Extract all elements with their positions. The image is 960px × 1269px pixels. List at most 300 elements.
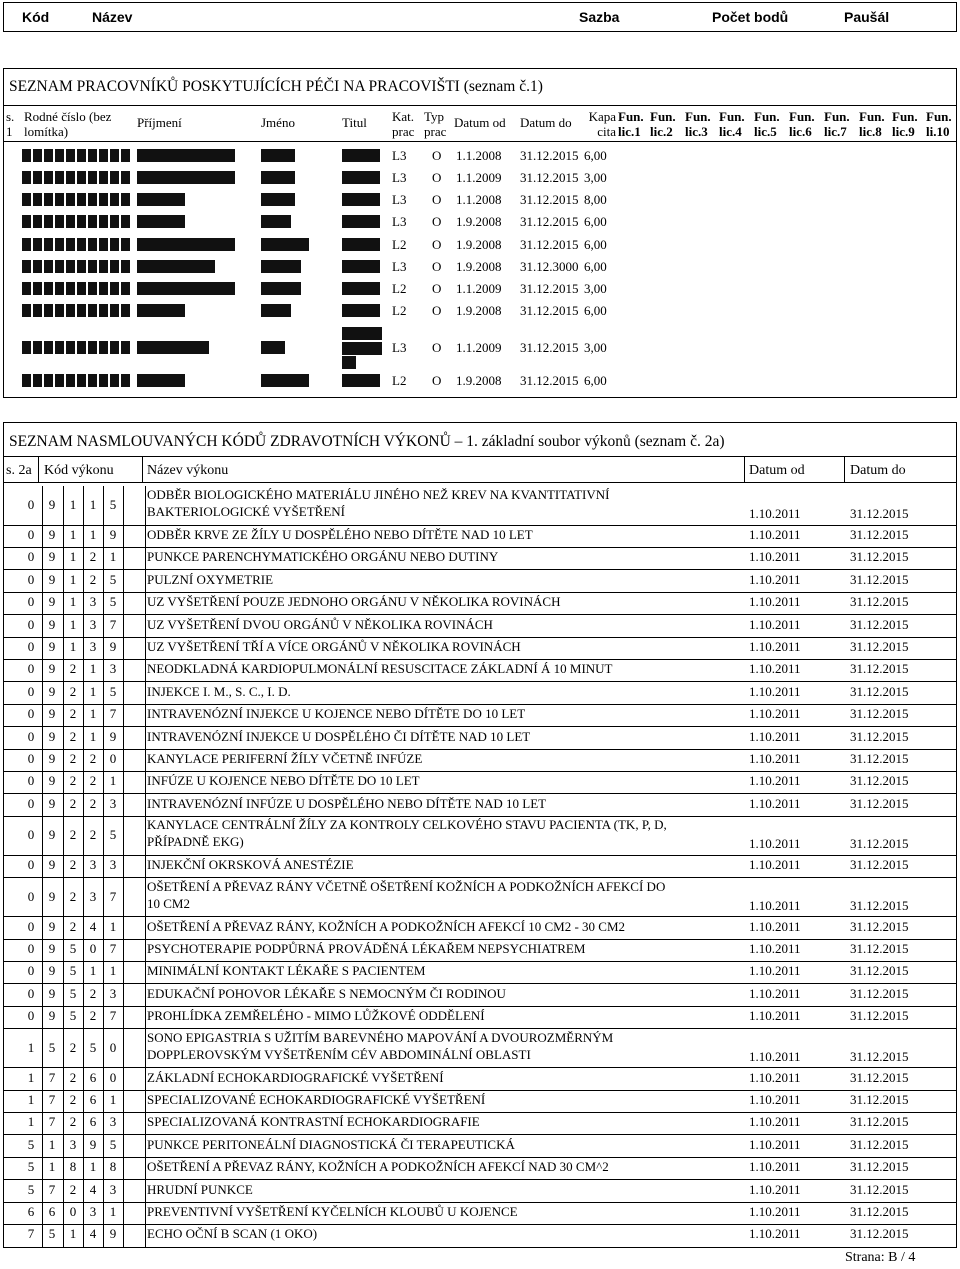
service-date-from: 1.10.2011 <box>749 683 801 699</box>
code-digit: 5 <box>69 941 77 956</box>
service-date-from: 1.10.2011 <box>749 527 801 542</box>
col-pocet-bodu: Počet bodů <box>712 9 789 25</box>
code-digit: 9 <box>48 1008 56 1024</box>
redacted-title <box>342 149 380 162</box>
staff-do: 31.12.3000 <box>520 259 579 274</box>
redacted-digit <box>77 374 86 387</box>
service-date-from: 1.10.2011 <box>749 616 801 632</box>
service-row <box>4 1224 956 1246</box>
staff-od: 1.1.2009 <box>456 170 502 185</box>
service-date-to: 31.12.2015 <box>850 836 909 852</box>
staff-od: 1.9.2008 <box>456 259 502 274</box>
code-digit: 1 <box>89 963 97 979</box>
code-digit: 7 <box>109 941 117 956</box>
service-row <box>4 1029 956 1068</box>
redacted-title <box>342 356 356 369</box>
code-digit: 0 <box>27 728 35 744</box>
service-date-to: 31.12.2015 <box>850 751 909 766</box>
redacted-digit <box>77 149 86 162</box>
code-digit: 9 <box>48 497 56 512</box>
service-date-from: 1.10.2011 <box>749 1092 801 1107</box>
staff-kap: 3,00 <box>584 340 607 355</box>
service-row <box>4 682 956 704</box>
staff-do: 31.12.2015 <box>520 340 579 355</box>
service-name: INFÚZE U KOJENCE NEBO DÍTĚTE DO 10 LET <box>147 773 420 789</box>
staff-kat: L3 <box>392 340 407 355</box>
service-name: PSYCHOTERAPIE PODPŮRNÁ PROVÁDĚNÁ LÉKAŘEM NEPSYCHIATREM <box>147 941 586 956</box>
code-digit: 1 <box>69 616 77 632</box>
hdr-fun-lic-10: Fun. li.10 <box>926 109 952 139</box>
redacted-digit <box>88 282 97 295</box>
code-digit: 0 <box>27 918 35 934</box>
staff-kap: 6,00 <box>584 214 607 229</box>
staff-list-title: SEZNAM PRACOVNÍKŮ POSKYTUJÍCÍCH PÉČI NA PRACOVIŠTI (seznam č.1) <box>9 78 543 95</box>
code-digit: 0 <box>27 661 35 677</box>
staff-row <box>4 371 956 393</box>
redacted-surname <box>137 260 215 273</box>
code-digit: 6 <box>89 1069 97 1085</box>
code-digit: 2 <box>69 1181 77 1197</box>
service-name: ECHO OČNÍ B SCAN (1 OKO) <box>147 1226 318 1242</box>
service-name: ZÁKLADNÍ ECHOKARDIOGRAFICKÉ VYŠETŘENÍ <box>147 1069 444 1085</box>
hdr-fun-lic-7: Fun. lic.7 <box>824 109 850 139</box>
code-digit: 2 <box>89 827 97 843</box>
code-digit: 0 <box>27 549 35 565</box>
service-date-from: 1.10.2011 <box>749 836 801 852</box>
redacted-surname <box>137 304 185 317</box>
service-name: SONO EPIGASTRIA S UŽITÍM BAREVNÉHO MAPOVÁNÍ A DVOUROZMĚRNÝM <box>147 1029 614 1045</box>
redacted-digit <box>22 374 31 387</box>
service-row <box>4 704 956 726</box>
staff-do: 31.12.2015 <box>520 170 579 185</box>
code-digit: 9 <box>48 728 56 744</box>
redacted-digit <box>99 193 108 206</box>
service-name: PŘÍPADNĚ EKG) <box>147 834 244 850</box>
hdr-datum-od: Datum od <box>454 115 506 130</box>
code-digit: 0 <box>27 683 35 699</box>
redacted-title <box>342 342 382 355</box>
code-digit: 7 <box>48 1114 56 1130</box>
redacted-digit <box>88 215 97 228</box>
service-row <box>4 1112 956 1134</box>
redacted-digit <box>121 304 130 317</box>
redacted-digit <box>110 215 119 228</box>
service-row <box>4 961 956 983</box>
code-digit: 7 <box>48 1092 56 1107</box>
hdr-prijmeni: Příjmení <box>137 115 182 130</box>
code-digit: 5 <box>27 1181 35 1197</box>
redacted-digit <box>44 374 53 387</box>
code-digit: 7 <box>27 1226 35 1242</box>
service-date-to: 31.12.2015 <box>850 897 909 913</box>
staff-typ: O <box>432 170 442 185</box>
service-date-from: 1.10.2011 <box>749 795 801 811</box>
service-date-to: 31.12.2015 <box>850 985 909 1001</box>
redacted-surname <box>137 149 235 162</box>
redacted-digit <box>121 149 130 162</box>
redacted-title <box>342 193 380 206</box>
service-date-to: 31.12.2015 <box>850 1226 909 1242</box>
staff-do: 31.12.2015 <box>520 237 579 252</box>
service-date-from: 1.10.2011 <box>749 639 801 654</box>
code-digit: 0 <box>27 751 35 766</box>
service-date-to: 31.12.2015 <box>850 594 909 610</box>
service-date-to: 31.12.2015 <box>850 795 909 811</box>
redacted-digit <box>66 215 75 228</box>
code-digit: 9 <box>48 527 56 542</box>
service-date-to: 31.12.2015 <box>850 1048 909 1064</box>
redacted-first-name <box>261 171 295 184</box>
services-list-title: SEZNAM NASMLOUVANÝCH KÓDŮ ZDRAVOTNÍCH VÝKONŮ – 1. základní soubor výkonů (seznam č. 2a) <box>9 433 725 450</box>
service-date-from: 1.10.2011 <box>749 1048 801 1064</box>
service-date-from: 1.10.2011 <box>749 1204 801 1219</box>
code-digit: 2 <box>69 1114 77 1130</box>
code-digit: 3 <box>69 1136 77 1152</box>
redacted-digit <box>88 149 97 162</box>
redacted-digit <box>110 304 119 317</box>
code-digit: 9 <box>109 639 117 654</box>
redacted-digit <box>22 215 31 228</box>
redacted-digit <box>55 215 64 228</box>
service-date-to: 31.12.2015 <box>850 1159 909 1175</box>
redacted-digit <box>33 304 42 317</box>
redacted-digit <box>33 215 42 228</box>
code-digit: 3 <box>89 639 97 654</box>
staff-kap: 6,00 <box>584 259 607 274</box>
redacted-digit <box>88 238 97 251</box>
staff-row <box>4 327 956 367</box>
code-digit: 9 <box>48 888 56 904</box>
staff-kap: 6,00 <box>584 303 607 318</box>
staff-kat: L2 <box>392 373 407 388</box>
code-digit: 0 <box>109 751 117 766</box>
redacted-digit <box>55 238 64 251</box>
code-digit: 5 <box>89 1039 97 1055</box>
redacted-digit <box>44 238 53 251</box>
service-row <box>4 939 956 961</box>
redacted-first-name <box>261 374 309 387</box>
staff-row <box>4 190 956 212</box>
code-digit: 0 <box>27 795 35 811</box>
redacted-digit <box>77 341 86 354</box>
code-digit: 4 <box>89 1226 97 1242</box>
code-digit: 0 <box>27 888 35 904</box>
staff-kat: L3 <box>392 259 407 274</box>
code-digit: 9 <box>48 827 56 843</box>
code-digit: 7 <box>48 1069 56 1085</box>
service-name: BAKTERIOLOGICKÉ VYŠETŘENÍ <box>147 504 345 519</box>
service-date-to: 31.12.2015 <box>850 683 909 699</box>
service-row <box>4 794 956 816</box>
redacted-title <box>342 215 380 228</box>
staff-row <box>4 212 956 234</box>
code-digit: 2 <box>69 857 77 873</box>
code-digit: 7 <box>48 1181 56 1197</box>
code-digit: 5 <box>48 1226 56 1242</box>
redacted-digit <box>33 260 42 273</box>
staff-kat: L2 <box>392 237 407 252</box>
redacted-digit <box>77 282 86 295</box>
code-digit: 2 <box>89 795 97 811</box>
redacted-first-name <box>261 238 309 251</box>
code-digit: 1 <box>69 497 77 512</box>
code-digit: 3 <box>89 857 97 873</box>
code-digit: 6 <box>48 1204 56 1219</box>
hdr-s1: s. 1 <box>6 109 15 139</box>
service-date-to: 31.12.2015 <box>850 616 909 632</box>
redacted-digit <box>33 238 42 251</box>
col-kod: Kód <box>22 9 50 25</box>
code-digit: 2 <box>69 751 77 766</box>
service-name: 10 CM2 <box>147 895 190 911</box>
hdr-fun-lic-6: Fun. lic.6 <box>789 109 815 139</box>
code-digit: 6 <box>27 1204 35 1219</box>
code-digit: 2 <box>69 827 77 843</box>
code-digit: 9 <box>48 941 56 956</box>
redacted-title <box>342 260 380 273</box>
service-date-to: 31.12.2015 <box>850 706 909 722</box>
service-row <box>4 570 956 592</box>
service-name: ODBĚR BIOLOGICKÉHO MATERIÁLU JINÉHO NEŽ KREV NA KVANTITATIVNÍ <box>147 487 610 502</box>
hdr-fun-lic-1: Fun. lic.1 <box>618 109 644 139</box>
code-digit: 7 <box>109 1008 117 1024</box>
code-digit: 9 <box>48 706 56 722</box>
service-name: DOPPLEROVSKÝM VYŠETŘENÍM CÉV ABDOMINÁLNÍ OBLASTI <box>147 1046 531 1062</box>
service-row <box>4 727 956 749</box>
code-digit: 9 <box>48 571 56 587</box>
service-date-to: 31.12.2015 <box>850 941 909 956</box>
staff-do: 31.12.2015 <box>520 281 579 296</box>
service-row <box>4 984 956 1006</box>
code-digit: 3 <box>109 1181 117 1197</box>
code-digit: 2 <box>69 661 77 677</box>
hdr-nazev-vykonu: Název výkonu <box>147 463 229 478</box>
redacted-digit <box>121 341 130 354</box>
redacted-digit <box>66 374 75 387</box>
code-digit: 2 <box>89 985 97 1001</box>
hdr-titul: Titul <box>342 115 367 130</box>
service-date-from: 1.10.2011 <box>749 549 801 565</box>
redacted-digit <box>22 260 31 273</box>
code-digit: 9 <box>48 616 56 632</box>
service-name: PULZNÍ OXYMETRIE <box>147 571 274 587</box>
redacted-digit <box>66 149 75 162</box>
service-date-from: 1.10.2011 <box>749 1159 801 1175</box>
service-date-to: 31.12.2015 <box>850 506 909 521</box>
code-digit: 0 <box>109 1039 117 1055</box>
redacted-digit <box>66 238 75 251</box>
code-digit: 3 <box>89 594 97 610</box>
code-digit: 9 <box>48 661 56 677</box>
code-digit: 5 <box>109 571 117 587</box>
redacted-digit <box>121 374 130 387</box>
code-digit: 5 <box>69 985 77 1001</box>
redacted-digit <box>110 282 119 295</box>
service-row <box>4 1180 956 1202</box>
redacted-digit <box>99 149 108 162</box>
service-date-from: 1.10.2011 <box>749 751 801 766</box>
code-digit: 3 <box>109 1114 117 1130</box>
redacted-digit <box>121 215 130 228</box>
service-date-from: 1.10.2011 <box>749 985 801 1001</box>
code-digit: 1 <box>109 963 117 979</box>
redacted-digit <box>88 304 97 317</box>
code-digit: 1 <box>69 549 77 565</box>
staff-kap: 6,00 <box>584 148 607 163</box>
code-digit: 7 <box>109 616 117 632</box>
code-digit: 3 <box>109 661 117 677</box>
service-row <box>4 592 956 614</box>
service-name: KANYLACE CENTRÁLNÍ ŽÍLY ZA KONTROLY CELKOVÉHO STAVU PACIENTA (TK, P, D, <box>147 817 667 833</box>
staff-do: 31.12.2015 <box>520 373 579 388</box>
code-digit: 5 <box>69 1008 77 1024</box>
service-name: OŠETŘENÍ A PŘEVAZ RÁNY, KOŽNÍCH A PODKOŽNÍCH AFEKCÍ 10 CM2 - 30 CM2 <box>147 918 626 934</box>
hdr-kapacita: Kapa cita <box>588 109 616 139</box>
staff-row <box>4 279 956 301</box>
redacted-digit <box>33 341 42 354</box>
service-date-from: 1.10.2011 <box>749 941 801 956</box>
hdr-kat-prac: Kat. prac <box>392 109 415 139</box>
staff-kat: L3 <box>392 148 407 163</box>
code-digit: 5 <box>69 963 77 979</box>
code-digit: 2 <box>69 1069 77 1085</box>
code-digit: 0 <box>89 941 97 956</box>
service-date-from: 1.10.2011 <box>749 506 801 521</box>
redacted-first-name <box>261 341 285 354</box>
staff-do: 31.12.2015 <box>520 214 579 229</box>
service-row <box>4 1157 956 1179</box>
staff-od: 1.9.2008 <box>456 303 502 318</box>
service-row <box>4 1068 956 1090</box>
code-digit: 2 <box>69 773 77 789</box>
code-digit: 0 <box>27 1008 35 1024</box>
code-digit: 4 <box>89 918 97 934</box>
code-digit: 9 <box>109 527 117 542</box>
service-name: PROHLÍDKA ZEMŘELÉHO - MIMO LŮŽKOVÉ ODDĚLENÍ <box>147 1008 485 1024</box>
redacted-digit <box>44 193 53 206</box>
redacted-digit <box>22 282 31 295</box>
code-digit: 9 <box>48 963 56 979</box>
code-digit: 0 <box>27 527 35 542</box>
staff-row <box>4 146 956 168</box>
redacted-digit <box>66 341 75 354</box>
staff-do: 31.12.2015 <box>520 148 579 163</box>
service-row <box>4 1135 956 1157</box>
code-digit: 2 <box>69 1039 77 1055</box>
code-digit: 5 <box>109 1136 117 1152</box>
code-digit: 1 <box>69 594 77 610</box>
redacted-digit <box>66 193 75 206</box>
staff-typ: O <box>432 237 442 252</box>
code-digit: 7 <box>109 888 117 904</box>
staff-row <box>4 301 956 323</box>
code-digit: 2 <box>89 571 97 587</box>
redacted-digit <box>110 341 119 354</box>
service-date-from: 1.10.2011 <box>749 897 801 913</box>
staff-typ: O <box>432 340 442 355</box>
code-digit: 1 <box>69 527 77 542</box>
service-name: EDUKAČNÍ POHOVOR LÉKAŘE S NEMOCNÝM ČI RODINOU <box>147 985 506 1001</box>
service-name: KANYLACE PERIFERNÍ ŽÍLY VČETNĚ INFÚZE <box>147 751 423 766</box>
service-row <box>4 525 956 547</box>
service-name: SPECIALIZOVANÁ KONTRASTNÍ ECHOKARDIOGRAFIE <box>147 1114 480 1130</box>
code-digit: 1 <box>27 1114 35 1130</box>
staff-typ: O <box>432 192 442 207</box>
staff-kat: L2 <box>392 303 407 318</box>
service-name: PREVENTIVNÍ VYŠETŘENÍ KYČELNÍCH KLOUBŮ U KOJENCE <box>147 1204 518 1219</box>
code-digit: 0 <box>27 706 35 722</box>
service-date-from: 1.10.2011 <box>749 773 801 789</box>
code-digit: 1 <box>27 1039 35 1055</box>
code-digit: 2 <box>89 773 97 789</box>
code-digit: 0 <box>27 941 35 956</box>
service-row <box>4 1202 956 1224</box>
hdr-datum-do: Datum do <box>520 115 572 130</box>
redacted-digit <box>55 171 64 184</box>
redacted-digit <box>44 149 53 162</box>
staff-kat: L3 <box>392 192 407 207</box>
redacted-surname <box>137 193 185 206</box>
page-number: Strana: B / 4 <box>845 1250 916 1265</box>
service-date-to: 31.12.2015 <box>850 549 909 565</box>
code-digit: 5 <box>109 683 117 699</box>
service-date-from: 1.10.2011 <box>749 963 801 979</box>
code-digit: 9 <box>48 683 56 699</box>
service-row <box>4 855 956 877</box>
services-list-section <box>3 422 957 1248</box>
code-digit: 9 <box>48 795 56 811</box>
service-name: INTRAVENÓZNÍ INJEKCE U DOSPĚLÉHO ČI DÍTĚTE NAD 10 LET <box>147 728 531 744</box>
redacted-digit <box>66 171 75 184</box>
redacted-surname <box>137 282 235 295</box>
staff-od: 1.9.2008 <box>456 237 502 252</box>
redacted-first-name <box>261 282 301 295</box>
service-date-to: 31.12.2015 <box>850 1114 909 1130</box>
code-digit: 9 <box>89 1136 97 1152</box>
redacted-digit <box>77 238 86 251</box>
redacted-digit <box>121 238 130 251</box>
staff-kap: 8,00 <box>584 192 607 207</box>
staff-od: 1.1.2009 <box>456 281 502 296</box>
service-name: PUNKCE PARENCHYMATICKÉHO ORGÁNU NEBO DUTINY <box>147 549 499 565</box>
code-digit: 9 <box>48 549 56 565</box>
code-digit: 0 <box>27 571 35 587</box>
service-date-from: 1.10.2011 <box>749 1008 801 1024</box>
service-date-to: 31.12.2015 <box>850 1069 909 1085</box>
service-date-from: 1.10.2011 <box>749 571 801 587</box>
redacted-digit <box>110 374 119 387</box>
service-row <box>4 615 956 637</box>
service-date-to: 31.12.2015 <box>850 773 909 789</box>
code-digit: 1 <box>89 1159 97 1175</box>
staff-od: 1.9.2008 <box>456 373 502 388</box>
code-digit: 3 <box>89 888 97 904</box>
redacted-digit <box>77 215 86 228</box>
staff-od: 1.1.2008 <box>456 192 502 207</box>
code-digit: 1 <box>109 918 117 934</box>
code-digit: 2 <box>89 751 97 766</box>
service-name: MINIMÁLNÍ KONTAKT LÉKAŘE S PACIENTEM <box>147 963 426 979</box>
redacted-digit <box>110 238 119 251</box>
code-digit: 3 <box>109 985 117 1001</box>
redacted-title <box>342 327 382 340</box>
service-date-to: 31.12.2015 <box>850 661 909 677</box>
hdr-s2a: s. 2a <box>6 463 32 478</box>
service-row <box>4 659 956 681</box>
redacted-digit <box>22 304 31 317</box>
redacted-digit <box>88 171 97 184</box>
code-digit: 5 <box>109 594 117 610</box>
